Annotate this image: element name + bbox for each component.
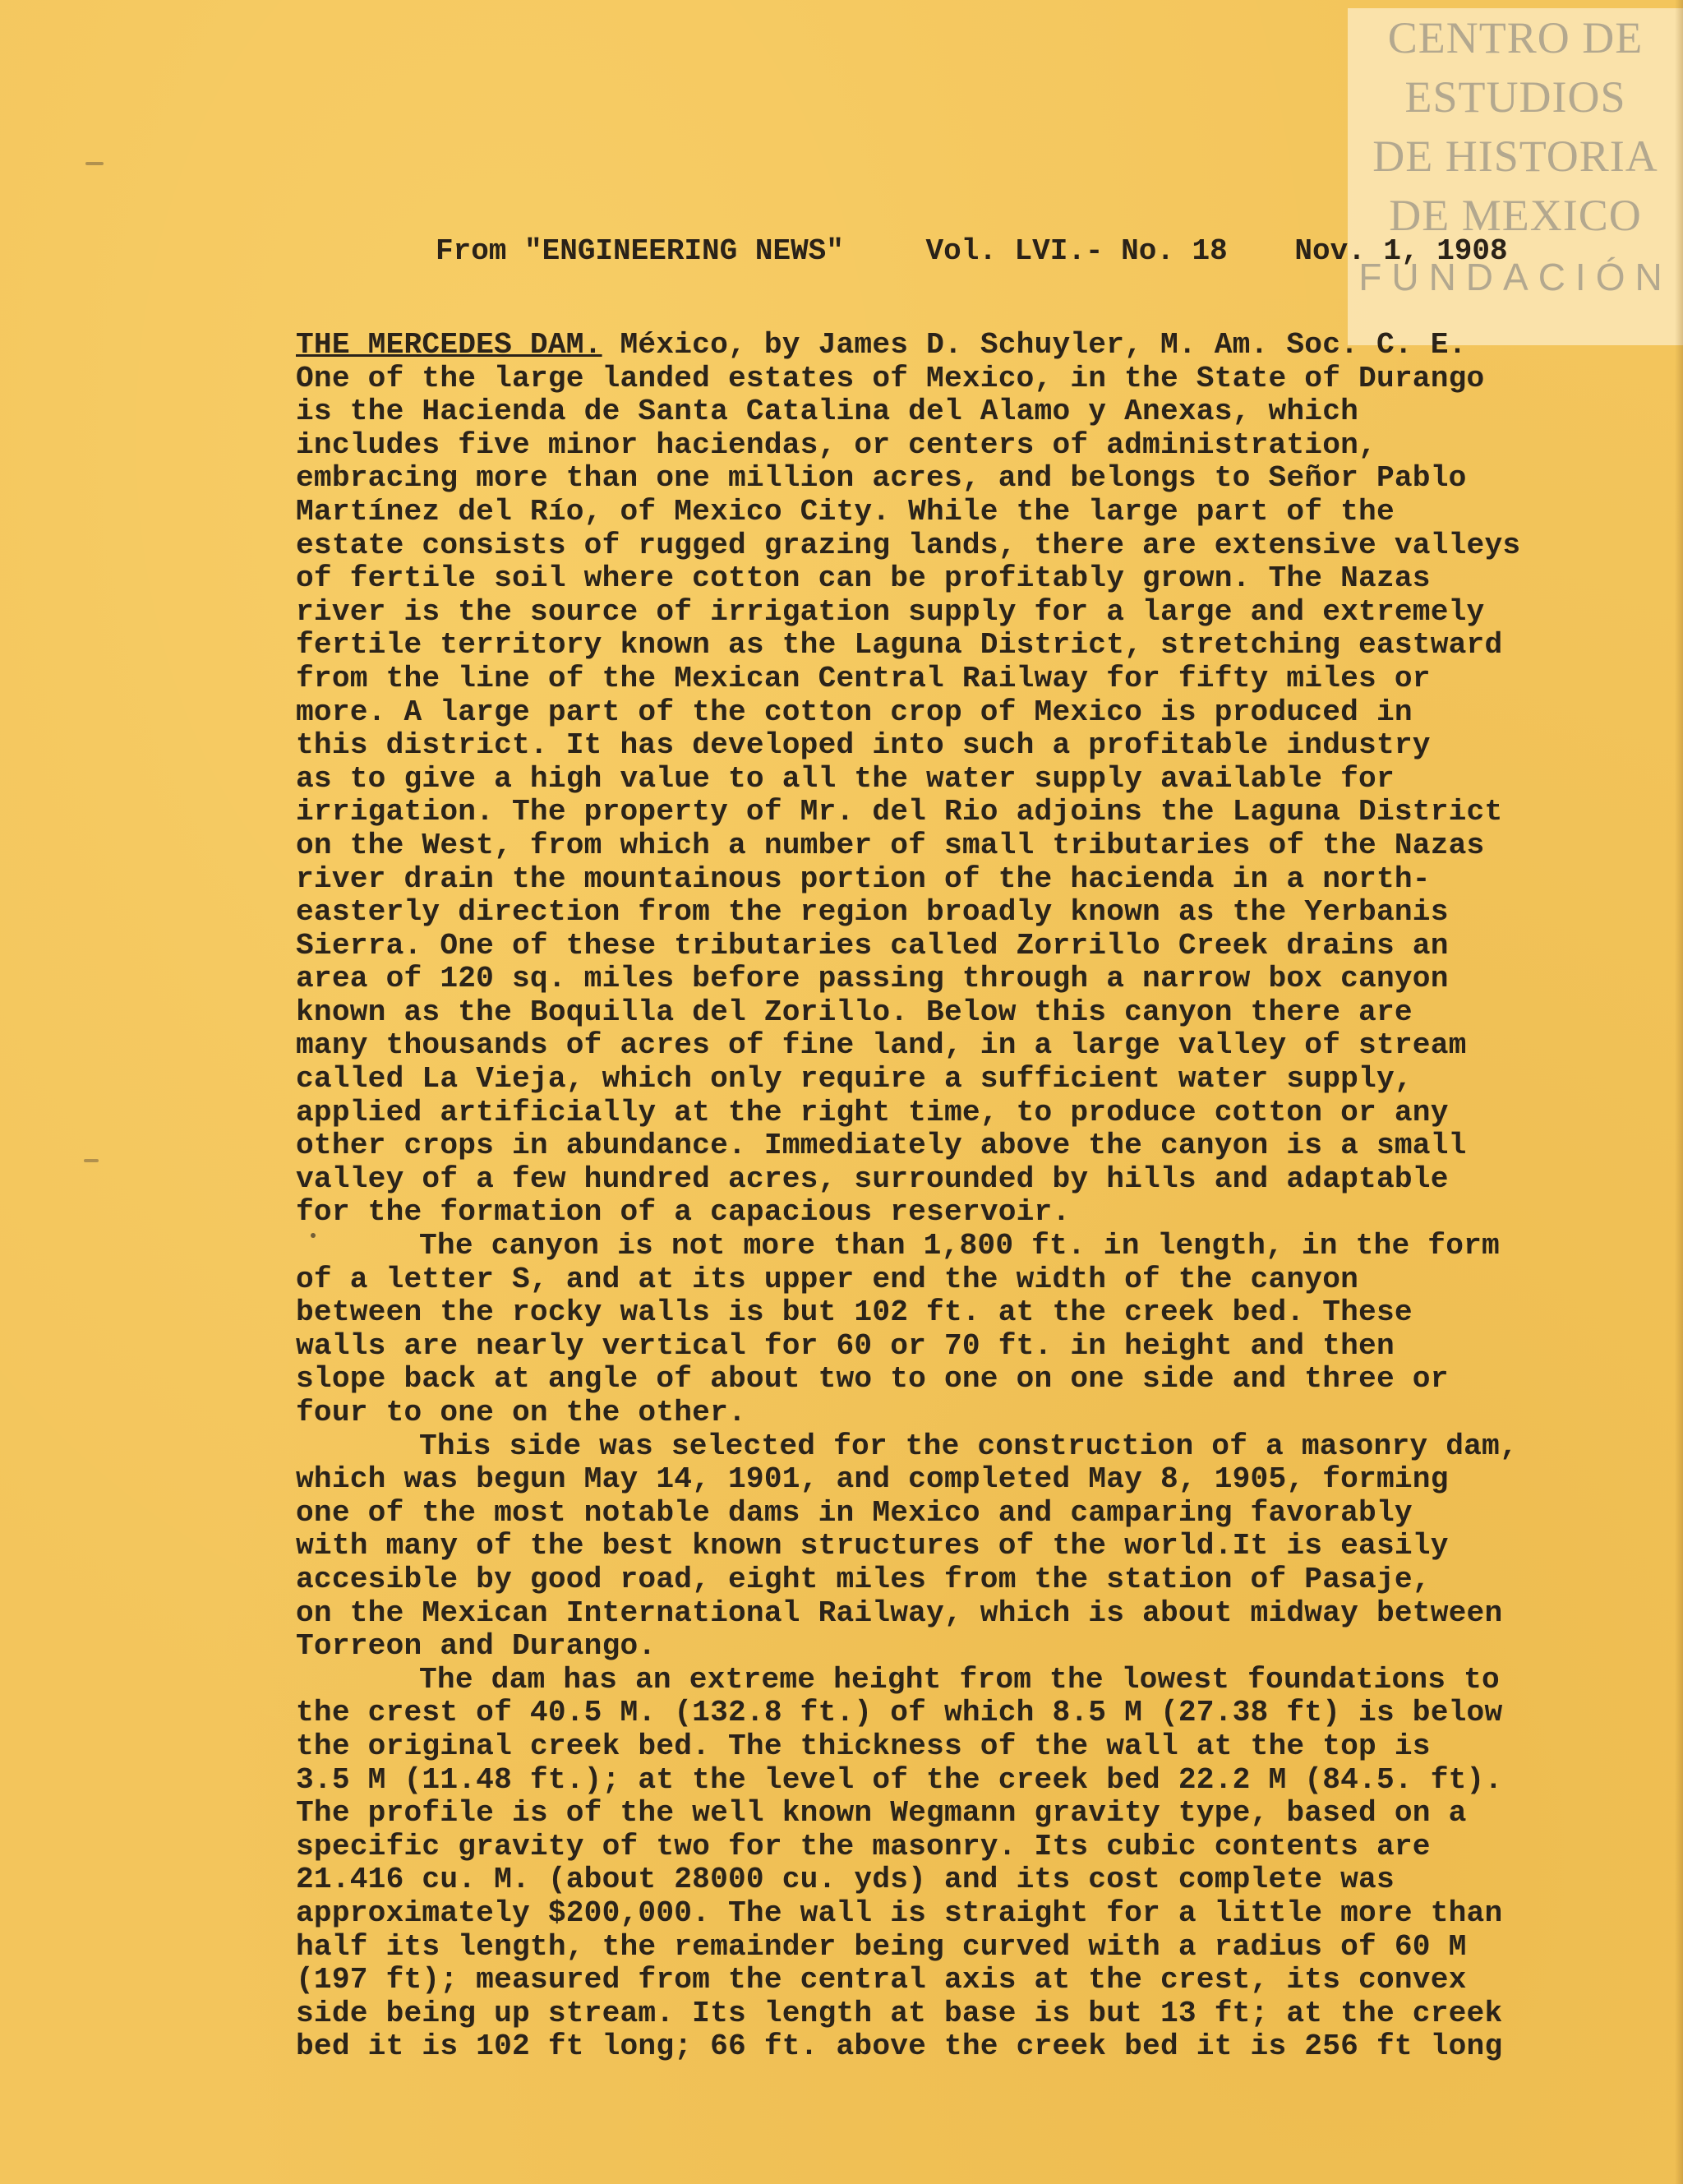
archive-watermark [1348,8,1683,345]
text-line: four to one on the other. [296,1396,746,1429]
text-line: called La Vieja, which only require a sufficient water supply, [296,1062,1413,1097]
text-line: (197 ft); measured from the central axis at the crest, its convex [296,1963,1467,1997]
text-line: area of 120 sq. miles before passing through a narrow box canyon [296,962,1449,996]
text-line: which was begun May 14, 1901, and completed May 8, 1905, forming [296,1462,1449,1497]
text-line: for the formation of a capacious reservoir. [296,1195,1071,1230]
text-line: slope back at angle of about two to one on one side and three or [296,1362,1449,1397]
text-line: on the West, from which a number of small tributaries of the Nazas [296,828,1485,862]
margin-mark [85,162,104,165]
text-line: half its length, the remainder being curved with a radius of 60 M [296,1929,1467,1964]
text-line: Torreon and Durango. [296,1629,657,1664]
text-line: Sierra. One of these tributaries called Zorrillo Creek drains an [296,928,1449,963]
source-header [436,234,1652,268]
text-line: one of the most notable dams in Mexico and camparing favorably [296,1495,1413,1530]
text-line: accesible by good road, eight miles from the station of Pasaje, [296,1562,1431,1596]
article-title: THE MERCEDES DAM. [296,328,602,362]
paragraph-start-line: The dam has an extreme height from the lowest foundations to [419,1662,1500,1697]
text-line: 3.5 M (11.48 ft.); at the level of the creek bed 22.2 M (84.5. ft). [296,1762,1503,1797]
text-line: The profile is of the well known Wegmann gravity type, based on a [296,1796,1467,1831]
watermark-line-2: ESTUDIOS [1404,72,1626,122]
text-line: the original creek bed. The thickness of the wall at the top is [296,1729,1431,1763]
text-line: as to give a high value to all the water supply available for [296,761,1395,796]
text-line: walls are nearly vertical for 60 or 70 ft. in height and then [296,1328,1395,1363]
text-line: more. A large part of the cotton crop of Mexico is produced in [296,695,1413,729]
text-line: estate consists of rugged grazing lands, there are extensive valleys [296,528,1521,562]
text-line: 21.416 cu. M. (about 28000 cu. yds) and its cost complete was [296,1863,1395,1897]
text-line: easterly direction from the region broadly known as the Yerbanis [296,895,1449,930]
issue-date: Nov. 1, 1908 [1294,234,1508,268]
text-line: river drain the mountainous portion of the hacienda in a north- [296,861,1431,896]
text-line: irrigation. The property of Mr. del Rio adjoins the Laguna District [296,795,1503,829]
text-line: is the Hacienda de Santa Catalina del Alamo y Anexas, which [296,395,1359,429]
text-line: of fertile soil where cotton can be profitably grown. The Nazas [296,561,1431,596]
text-line: fertile territory known as the Laguna District, stretching eastward [296,628,1503,663]
text-line: side being up stream. Its length at base is but 13 ft; at the creek [296,1996,1503,2030]
text-line: includes five minor haciendas, or centers of administration, [296,427,1376,462]
text-line: on the Mexican International Railway, which is about midway between [296,1595,1503,1630]
text-line: other crops in abundance. Immediately above the canyon is a small [296,1129,1467,1163]
text-line: many thousands of acres of fine land, in a large valley of stream [296,1028,1467,1063]
watermark-line-4: DE MEXICO [1389,191,1642,240]
watermark-line-1: CENTRO DE [1387,13,1644,62]
text-line: this district. It has developed into such a profitable industry [296,728,1431,763]
text-line: river is the source of irrigation supply for a large and extremely [296,594,1485,629]
text-line: applied artificially at the right time, to produce cotton or any [296,1095,1449,1129]
text-line: from the line of the Mexican Central Railway for fifty miles or [296,661,1431,695]
byline: México, by James D. Schuyler, M. Am. Soc. C. E. [602,328,1467,362]
text-line: One of the large landed estates of Mexico, in the State of Durango [296,361,1485,395]
paragraph-start-line: This side was selected for the construction of a masonry dam, [419,1429,1518,1463]
text-line: between the rocky walls is but 102 ft. at the creek bed. These [296,1295,1413,1330]
margin-mark [84,1159,99,1162]
source-name: From "ENGINEERING NEWS" [436,234,844,268]
watermark-line-3: DE HISTORIA [1372,132,1658,181]
text-line: specific gravity of two for the masonry. Its cubic contents are [296,1829,1431,1863]
text-line: valley of a few hundred acres, surrounded by hills and adaptable [296,1161,1449,1196]
text-line: bed it is 102 ft long; 66 ft. above the creek bed it is 256 ft long [296,2029,1503,2064]
text-line: Martínez del Río, of Mexico City. While the large part of the [296,494,1395,529]
article-body [296,329,1660,2064]
text-line: the crest of 40.5 M. (132.8 ft.) of which 8.5 M (27.38 ft) is below [296,1696,1503,1730]
text-line: known as the Boquilla del Zorillo. Below this canyon there are [296,995,1413,1029]
text-line [296,329,1660,362]
text-line: approximately $200,000. The wall is straight for a little more than [296,1895,1503,1930]
text-line: of a letter S, and at its upper end the width of the canyon [296,1262,1359,1296]
volume-number: Vol. LVI.- No. 18 [925,234,1228,268]
text-line: embracing more than one million acres, and belongs to Señor Pablo [296,461,1467,496]
watermark-foundation: FUNDACIÓN [1358,256,1672,298]
text-line: with many of the best known structures of the world.It is easily [296,1529,1449,1563]
paragraph-start-line: The canyon is not more than 1,800 ft. in length, in the form [419,1229,1500,1263]
